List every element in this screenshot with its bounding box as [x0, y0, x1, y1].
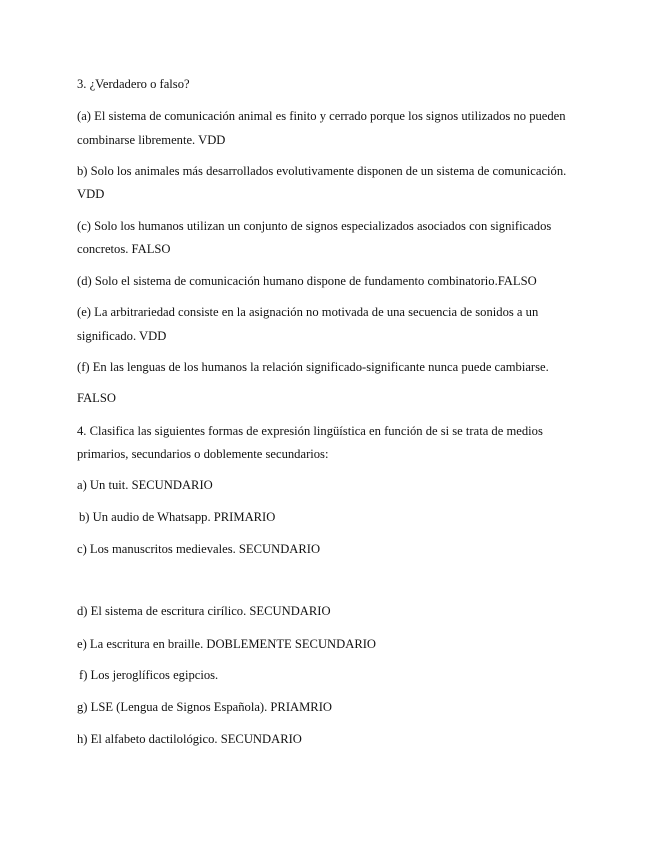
classify-item-f: f) Los jeroglíficos egipcios.	[79, 668, 219, 682]
question-4-heading-line-2: primarios, secundarios o doblemente secundarios:	[77, 447, 329, 461]
item-f-line-1: (f) En las lenguas de los humanos la relación significado-significante nunca puede cambiarse.	[77, 360, 549, 374]
item-a-line-1: (a) El sistema de comunicación animal es finito y cerrado porque los signos utilizados no pueden	[77, 109, 566, 123]
item-b-line-2: VDD	[77, 187, 105, 201]
classify-item-h: h) El alfabeto dactilológico. SECUNDARIO	[77, 732, 302, 746]
question-3-heading: 3. ¿Verdadero o falso?	[77, 77, 190, 91]
item-e-line-2: significado. VDD	[77, 329, 167, 343]
item-d-line-1: (d) Solo el sistema de comunicación humano dispone de fundamento combinatorio.FALSO	[77, 274, 537, 288]
item-c-line-1: (c) Solo los humanos utilizan un conjunto de signos especializados asociados con significados	[77, 219, 552, 233]
classify-item-a: a) Un tuit. SECUNDARIO	[77, 478, 213, 492]
item-f-line-2: FALSO	[77, 391, 116, 405]
item-e-line-1: (e) La arbitrariedad consiste en la asignación no motivada de una secuencia de sonidos a un	[77, 305, 539, 319]
classify-item-d: d) El sistema de escritura cirílico. SECUNDARIO	[77, 604, 331, 618]
classify-item-e: e) La escritura en braille. DOBLEMENTE SECUNDARIO	[77, 637, 377, 651]
classify-item-c: c) Los manuscritos medievales. SECUNDARIO	[77, 542, 321, 556]
item-c-line-2: concretos. FALSO	[77, 242, 171, 256]
classify-item-b: b) Un audio de Whatsapp. PRIMARIO	[79, 510, 276, 524]
item-a-line-2: combinarse libremente. VDD	[77, 133, 226, 147]
item-b-line-1: b) Solo los animales más desarrollados evolutivamente disponen de un sistema de comunicación.	[77, 164, 567, 178]
question-4-heading-line-1: 4. Clasifica las siguientes formas de expresión lingüística en función de si se trata de medios	[77, 424, 543, 438]
classify-item-g: g) LSE (Lengua de Signos Española). PRIAMRIO	[77, 700, 332, 714]
